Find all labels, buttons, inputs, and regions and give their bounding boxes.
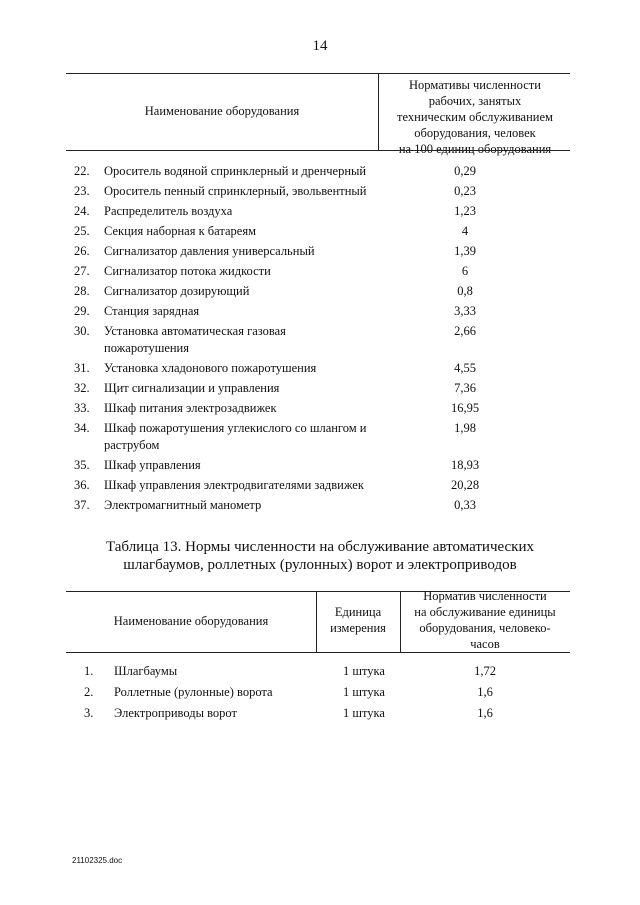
equipment-name — [104, 477, 394, 494]
norm-value: 1,39 — [454, 244, 476, 258]
equipment-name-line: Ороситель пенный спринклерный, эвольвентный — [104, 184, 367, 198]
unit-of-measure: 1 штука — [343, 685, 385, 699]
equipment-name — [104, 497, 394, 514]
table2-caption — [0, 538, 640, 574]
equipment-name-line: Ороситель водяной спринклерный и дренчерный — [104, 164, 367, 178]
equipment-name-line: Шкаф пожаротушения углекислого со шлангом и — [104, 421, 367, 435]
norm-value: 1,6 — [477, 685, 493, 699]
row-number: 2. — [84, 685, 94, 699]
row-number: 33. — [74, 401, 90, 415]
table1-header-norm-line: оборудования, человек — [414, 126, 536, 140]
equipment-name-line: Шкаф управления — [104, 458, 201, 472]
page-number: 14 — [312, 38, 328, 54]
norm-value: 6 — [461, 264, 469, 278]
row-number: 28. — [74, 284, 90, 298]
row-number: 31. — [74, 361, 90, 375]
equipment-name-line: Установка автоматическая газовая — [104, 324, 286, 338]
equipment-name — [104, 223, 394, 240]
table1-header-norm-line: техническим обслуживанием — [397, 110, 553, 124]
equipment-name — [104, 203, 394, 220]
table2-header-name: Наименование оборудования — [113, 614, 269, 628]
equipment-name — [104, 163, 394, 180]
row-number: 3. — [84, 706, 94, 720]
norm-value: 2,66 — [454, 324, 476, 338]
equipment-name-line: Распределитель воздуха — [104, 204, 233, 218]
equipment-name — [104, 183, 394, 200]
row-number: 35. — [74, 458, 90, 472]
row-number: 26. — [74, 244, 90, 258]
equipment-name-line: Установка хладонового пожаротушения — [104, 361, 317, 375]
table1-header-name: Наименование оборудования — [144, 104, 300, 118]
table2-caption-line: шлагбаумов, роллетных (рулонных) ворот и электроприводов — [123, 557, 517, 573]
equipment-name — [104, 323, 394, 357]
equipment-name-line: пожаротушения — [104, 341, 189, 355]
norm-value: 0,33 — [454, 498, 476, 512]
norm-value: 0,23 — [454, 184, 476, 198]
row-number: 23. — [74, 184, 90, 198]
equipment-name — [104, 303, 394, 320]
equipment-name-line: Сигнализатор дозирующий — [104, 284, 250, 298]
table2-header-unit-line: измерения — [330, 621, 386, 635]
table2-header-norm-line: часов — [470, 637, 500, 651]
norm-value: 16,95 — [450, 401, 480, 415]
table1-header-norm — [380, 77, 570, 157]
table2-header-norm — [400, 588, 570, 652]
equipment-name — [104, 380, 394, 397]
equipment-name — [104, 283, 394, 300]
equipment-name-line: Шкаф питания электрозадвижек — [104, 401, 277, 415]
norm-value: 0,29 — [454, 164, 476, 178]
row-number: 25. — [74, 224, 90, 238]
equipment-name — [104, 400, 394, 417]
table1-header-divider — [378, 73, 379, 150]
norm-value: 4,55 — [454, 361, 476, 375]
row-number: 22. — [74, 164, 90, 178]
table2-header-unit — [316, 604, 400, 636]
norm-value: 4 — [461, 224, 469, 238]
unit-of-measure: 1 штука — [343, 664, 385, 678]
table1-header-norm-line: рабочих, занятых — [428, 94, 522, 108]
row-number: 29. — [74, 304, 90, 318]
table2-header-rule — [66, 652, 570, 653]
row-number: 24. — [74, 204, 90, 218]
equipment-name — [104, 360, 394, 377]
equipment-name-line: Сигнализатор потока жидкости — [104, 264, 271, 278]
row-number: 36. — [74, 478, 90, 492]
footer-filename: 21102325.doc — [72, 856, 123, 865]
norm-value: 3,33 — [454, 304, 476, 318]
equipment-name-line: Электромагнитный манометр — [104, 498, 262, 512]
norm-value: 18,93 — [450, 458, 480, 472]
equipment-name: Электроприводы ворот — [114, 706, 237, 720]
equipment-name-line: Сигнализатор давления универсальный — [104, 244, 315, 258]
norm-value: 0,8 — [457, 284, 473, 298]
table2-caption-line: Таблица 13. Нормы численности на обслуживание автоматических — [105, 539, 534, 555]
row-number: 30. — [74, 324, 90, 338]
table1-top-rule — [66, 73, 570, 74]
equipment-name — [104, 243, 394, 260]
norm-value: 1,23 — [454, 204, 476, 218]
equipment-name-line: Шкаф управления электродвигателями задвижек — [104, 478, 364, 492]
norm-value: 20,28 — [450, 478, 480, 492]
table2-header-unit-line: Единица — [334, 605, 382, 619]
table2-header-norm-line: на обслуживание единицы — [414, 605, 556, 619]
row-number: 27. — [74, 264, 90, 278]
table1-header-rule — [66, 150, 570, 151]
equipment-name-line: Щит сигнализации и управления — [104, 381, 280, 395]
unit-of-measure: 1 штука — [343, 706, 385, 720]
table1-header-norm-line: на 100 единиц оборудования — [398, 142, 552, 156]
row-number: 32. — [74, 381, 90, 395]
equipment-name-line: Секция наборная к батареям — [104, 224, 256, 238]
norm-value: 1,72 — [474, 664, 496, 678]
row-number: 34. — [74, 421, 90, 435]
equipment-name: Шлагбаумы — [114, 664, 178, 678]
norm-value: 1,6 — [477, 706, 493, 720]
norm-value: 7,36 — [454, 381, 476, 395]
equipment-name — [104, 420, 394, 454]
equipment-name: Роллетные (рулонные) ворота — [114, 685, 273, 699]
table1-header-norm-line: Нормативы численности — [409, 78, 541, 92]
row-number: 1. — [84, 664, 94, 678]
equipment-name-line: раструбом — [104, 438, 160, 452]
table2-header-norm-line: Норматив численности — [423, 589, 547, 603]
norm-value: 1,98 — [454, 421, 476, 435]
row-number: 37. — [74, 498, 90, 512]
equipment-name — [104, 457, 394, 474]
equipment-name — [104, 263, 394, 280]
equipment-name-line: Станция зарядная — [104, 304, 200, 318]
table2-header-norm-line: оборудования, человеко- — [419, 621, 551, 635]
